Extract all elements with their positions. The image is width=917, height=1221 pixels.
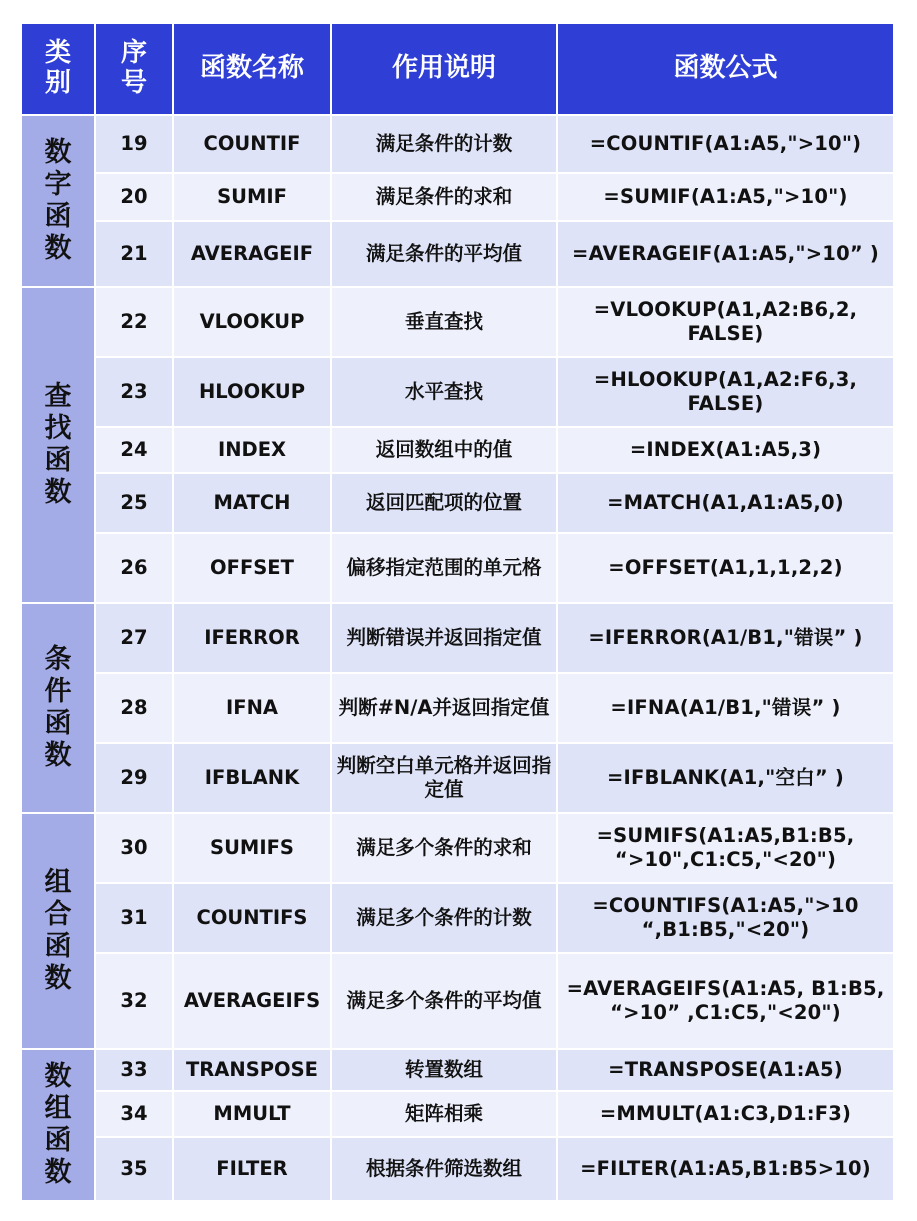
formula: =COUNTIF(A1:A5,">10") <box>558 116 895 174</box>
row-number: 23 <box>96 358 174 428</box>
function-name: TRANSPOSE <box>174 1050 332 1092</box>
table-row <box>22 474 895 534</box>
category-cell: 条 件 函 数 <box>22 604 96 814</box>
function-table <box>22 24 895 1202</box>
formula: =MATCH(A1,A1:A5,0) <box>558 474 895 534</box>
table-row <box>22 534 895 604</box>
table-row <box>22 674 895 744</box>
description: 水平查找 <box>332 358 558 428</box>
row-number: 29 <box>96 744 174 814</box>
formula: =VLOOKUP(A1,A2:B6,2, FALSE) <box>558 288 895 358</box>
table-row <box>22 1050 895 1092</box>
category-cell: 查 找 函 数 <box>22 288 96 604</box>
description: 判断空白单元格并返回指定值 <box>332 744 558 814</box>
function-name: IFBLANK <box>174 744 332 814</box>
formula: =COUNTIFS(A1:A5,">10 “,B1:B5,"<20") <box>558 884 895 954</box>
function-name: AVERAGEIFS <box>174 954 332 1050</box>
row-number: 34 <box>96 1092 174 1138</box>
formula: =IFERROR(A1/B1,"错误” ) <box>558 604 895 674</box>
function-name: IFNA <box>174 674 332 744</box>
row-number: 32 <box>96 954 174 1050</box>
function-name: FILTER <box>174 1138 332 1202</box>
description: 判断#N/A并返回指定值 <box>332 674 558 744</box>
row-number: 25 <box>96 474 174 534</box>
formula: =SUMIFS(A1:A5,B1:B5, “>10",C1:C5,"<20") <box>558 814 895 884</box>
table-row <box>22 174 895 222</box>
function-name: VLOOKUP <box>174 288 332 358</box>
formula: =AVERAGEIF(A1:A5,">10” ) <box>558 222 895 288</box>
table-row <box>22 222 895 288</box>
description: 根据条件筛选数组 <box>332 1138 558 1202</box>
function-name: COUNTIF <box>174 116 332 174</box>
description: 满足多个条件的计数 <box>332 884 558 954</box>
description: 矩阵相乘 <box>332 1092 558 1138</box>
row-number: 21 <box>96 222 174 288</box>
table-row <box>22 814 895 884</box>
row-number: 26 <box>96 534 174 604</box>
category-cell: 组 合 函 数 <box>22 814 96 1050</box>
function-name: OFFSET <box>174 534 332 604</box>
formula: =IFNA(A1/B1,"错误” ) <box>558 674 895 744</box>
header-function-name: 函数名称 <box>174 24 332 116</box>
formula: =HLOOKUP(A1,A2:F6,3, FALSE) <box>558 358 895 428</box>
function-name: COUNTIFS <box>174 884 332 954</box>
description: 偏移指定范围的单元格 <box>332 534 558 604</box>
row-number: 22 <box>96 288 174 358</box>
description: 满足条件的求和 <box>332 174 558 222</box>
table-row <box>22 1092 895 1138</box>
table-row <box>22 1138 895 1202</box>
header-formula: 函数公式 <box>558 24 895 116</box>
table-row <box>22 744 895 814</box>
table-row <box>22 954 895 1050</box>
function-name: MATCH <box>174 474 332 534</box>
description: 垂直查找 <box>332 288 558 358</box>
formula: =SUMIF(A1:A5,">10") <box>558 174 895 222</box>
row-number: 19 <box>96 116 174 174</box>
header-row <box>22 24 895 116</box>
row-number: 24 <box>96 428 174 474</box>
description: 满足多个条件的平均值 <box>332 954 558 1050</box>
function-name: AVERAGEIF <box>174 222 332 288</box>
description: 转置数组 <box>332 1050 558 1092</box>
function-name: MMULT <box>174 1092 332 1138</box>
table-row <box>22 358 895 428</box>
description: 返回匹配项的位置 <box>332 474 558 534</box>
function-name: SUMIF <box>174 174 332 222</box>
function-name: SUMIFS <box>174 814 332 884</box>
function-name: IFERROR <box>174 604 332 674</box>
formula: =OFFSET(A1,1,1,2,2) <box>558 534 895 604</box>
description: 返回数组中的值 <box>332 428 558 474</box>
table-row <box>22 116 895 174</box>
formula: =INDEX(A1:A5,3) <box>558 428 895 474</box>
table-row <box>22 604 895 674</box>
function-name: INDEX <box>174 428 332 474</box>
formula: =FILTER(A1:A5,B1:B5>10) <box>558 1138 895 1202</box>
description: 满足多个条件的求和 <box>332 814 558 884</box>
table-row <box>22 288 895 358</box>
formula: =IFBLANK(A1,"空白” ) <box>558 744 895 814</box>
description: 判断错误并返回指定值 <box>332 604 558 674</box>
row-number: 31 <box>96 884 174 954</box>
table-row <box>22 428 895 474</box>
row-number: 28 <box>96 674 174 744</box>
row-number: 27 <box>96 604 174 674</box>
formula: =TRANSPOSE(A1:A5) <box>558 1050 895 1092</box>
row-number: 20 <box>96 174 174 222</box>
header-number: 序 号 <box>96 24 174 116</box>
header-description: 作用说明 <box>332 24 558 116</box>
category-cell: 数 字 函 数 <box>22 116 96 288</box>
description: 满足条件的计数 <box>332 116 558 174</box>
table-row <box>22 884 895 954</box>
formula: =AVERAGEIFS(A1:A5, B1:B5, “>10” ,C1:C5,"<20") <box>558 954 895 1050</box>
formula: =MMULT(A1:C3,D1:F3) <box>558 1092 895 1138</box>
row-number: 33 <box>96 1050 174 1092</box>
header-category: 类 别 <box>22 24 96 116</box>
function-name: HLOOKUP <box>174 358 332 428</box>
category-cell: 数 组 函 数 <box>22 1050 96 1202</box>
description: 满足条件的平均值 <box>332 222 558 288</box>
row-number: 35 <box>96 1138 174 1202</box>
row-number: 30 <box>96 814 174 884</box>
